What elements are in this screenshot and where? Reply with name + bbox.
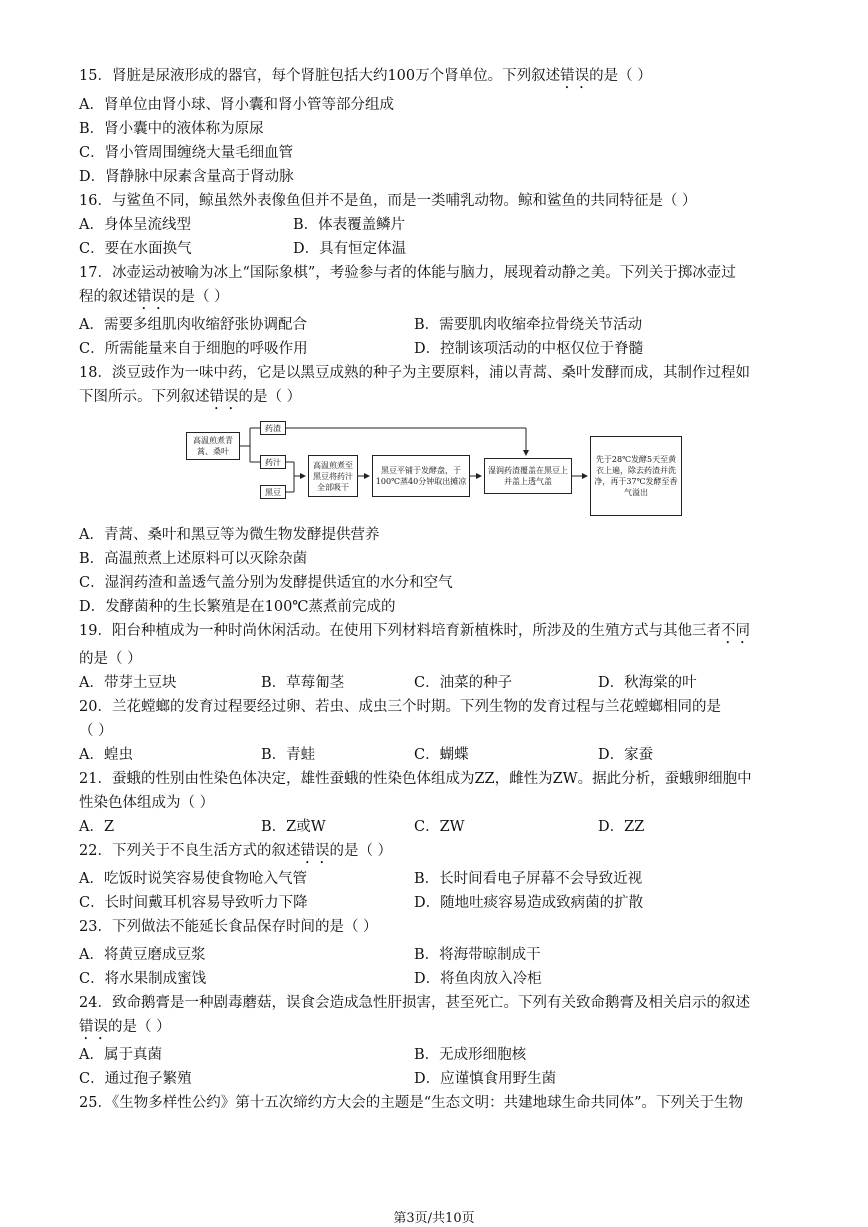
question-22-stem: 22．下列关于不良生活方式的叙述错误的是（ ） [79, 843, 393, 859]
question-16-option-a: A．身体呈流线型 [79, 217, 191, 233]
question-17-option-d: D．控制该项活动的中枢仅位于脊髓 [414, 341, 644, 357]
question-21-option-c: C．ZW [414, 819, 465, 835]
question-20-option-d: D．家蚕 [598, 747, 654, 763]
question-20-stem-line1: 20．兰花螳螂的发育过程要经过卵、若虫、成虫三个时期。下列生物的发育过程与兰花螳螂相同的是 [79, 699, 721, 715]
question-16-stem: 16．与鲨鱼不同，鲸虽然外表像鱼但并不是鱼，而是一类哺乳动物。鲸和鲨鱼的共同特征是（ ） [79, 193, 697, 209]
question-23-option-d: D．将鱼肉放入冷柜 [414, 971, 542, 987]
question-15-option-d: D．肾静脉中尿素含量高于肾动脉 [79, 169, 294, 185]
question-24-option-c: C．通过孢子繁殖 [79, 1071, 192, 1087]
question-16-option-b: B．体表覆盖鳞片 [293, 217, 406, 233]
question-18-option-d: D．发酵菌种的生长繁殖是在100℃蒸煮前完成的 [79, 599, 396, 615]
question-21-option-d: D．ZZ [598, 819, 645, 835]
diagram-start-box: 高温煎煮青蒿、桑叶 [186, 432, 240, 460]
question-19-option-d: D．秋海棠的叶 [598, 675, 697, 691]
question-23-option-b: B．将海带晾制成干 [414, 947, 541, 963]
question-22-option-b: B．长时间看电子屏幕不会导致近视 [414, 871, 643, 887]
question-17-option-b: B．需要肌肉收缩牵拉骨绕关节活动 [414, 317, 643, 333]
question-22-option-c: C．长时间戴耳机容易导致听力下降 [79, 895, 308, 911]
diagram-heidou-box: 黑豆 [260, 485, 286, 499]
question-15-stem: 15．肾脏是尿液形成的器官，每个肾脏包括大约100万个肾单位。下列叙述错误的是（ ） [79, 68, 652, 84]
question-22-option-d: D．随地吐痰容易造成致病菌的扩散 [414, 895, 644, 911]
question-24-option-d: D．应谨慎食用野生菌 [414, 1071, 557, 1087]
question-21-option-b: B．Z或W [261, 819, 326, 835]
question-18-stem-line2: 下图所示。下列叙述错误的是（ ） [79, 389, 302, 405]
question-19-option-a: A．带芽土豆块 [79, 675, 177, 691]
question-20-option-c: C．蝴蝶 [414, 747, 469, 763]
diagram-step2-box: 黑豆平铺于发酵盘，于100℃蒸40分钟取出摊凉 [372, 455, 470, 497]
question-23-option-a: A．将黄豆磨成豆浆 [79, 947, 206, 963]
diagram-step4-box: 先于28℃发酵5天至黄衣上遍，除去药渣并洗净，再于37℃发酵至香气溢出 [590, 436, 682, 516]
question-16-option-d: D．具有恒定体温 [293, 241, 407, 257]
diagram-step3-box: 湿润药渣覆盖在黑豆上并盖上透气盖 [484, 458, 572, 494]
question-17-option-c: C．所需能量来自于细胞的呼吸作用 [79, 341, 308, 357]
question-15-option-c: C．肾小管周围缠绕大量毛细血管 [79, 145, 294, 161]
question-17-stem-line2: 程的叙述错误的是（ ） [79, 289, 229, 305]
question-22-option-a: A．吃饭时说笑容易使食物呛入气管 [79, 871, 307, 887]
question-15-option-b: B．肾小囊中的液体称为原尿 [79, 121, 264, 137]
question-24-stem-line1: 24．致命鹅膏是一种剧毒蘑菇，误食会造成急性肝损害，甚至死亡。下列有关致命鹅膏及相关启示的叙述 [79, 995, 750, 1011]
question-25-stem: 25．《生物多样性公约》第十五次缔约方大会的主题是“生态文明：共建地球生命共同体”。下列关于生物 [79, 1095, 744, 1111]
question-21-stem-line1: 21．蚕蛾的性别由性染色体决定，雄性蚕蛾的性染色体组成为ZZ，雌性为ZW。据此分析，蚕蛾卵细胞中 [79, 771, 752, 787]
diagram-step1-box: 高温煎煮至黑豆将药汁全部吸干 [308, 455, 358, 497]
question-17-stem-line1: 17．冰壶运动被喻为冰上“国际象棋”，考验参与者的体能与脑力，展现着动静之美。下列关于掷冰壶过 [79, 265, 736, 281]
question-15-option-a: A．肾单位由肾小球、肾小囊和肾小管等部分组成 [79, 97, 394, 113]
question-18-stem-line1: 18．淡豆豉作为一味中药，它是以黑豆成熟的种子为主要原料，浦以青蒿、桑叶发酵而成，其制作过程如 [79, 365, 750, 381]
page-footer: 第3页/共10页 [393, 1211, 475, 1226]
question-19-stem-line2: 的是（ ） [79, 651, 142, 667]
question-18-option-b: B．高温煎煮上述原料可以灭除杂菌 [79, 551, 308, 567]
question-20-option-a: A．蝗虫 [79, 747, 133, 763]
diagram-yaozhi-box: 药汁 [260, 455, 286, 469]
question-16-option-c: C．要在水面换气 [79, 241, 192, 257]
question-18-option-a: A．青蒿、桑叶和黑豆等为微生物发酵提供营养 [79, 527, 380, 543]
question-20-stem-line2: （ ） [79, 723, 113, 739]
question-24-stem-line2: 错误的是（ ） [79, 1019, 171, 1035]
question-23-stem: 23．下列做法不能延长食品保存时间的是（ ） [79, 919, 378, 935]
question-21-option-a: A．Z [79, 819, 115, 835]
question-24-option-a: A．属于真菌 [79, 1047, 162, 1063]
fermentation-process-diagram [186, 418, 686, 518]
question-19-option-c: C．油菜的种子 [414, 675, 513, 691]
question-23-option-c: C．将水果制成蜜饯 [79, 971, 207, 987]
question-17-option-a: A．需要多组肌肉收缩舒张协调配合 [79, 317, 307, 333]
question-24-option-b: B．无成形细胞核 [414, 1047, 527, 1063]
question-19-stem-line1: 19．阳台种植成为一种时尚休闲活动。在使用下列材料培育新植株时，所涉及的生殖方式与其他三者不同 [79, 623, 750, 639]
diagram-yaozha-box: 药渣 [260, 421, 286, 435]
question-21-stem-line2: 性染色体组成为（ ） [79, 795, 215, 811]
question-20-option-b: B．青蛙 [261, 747, 316, 763]
question-19-option-b: B．草莓匍茎 [261, 675, 345, 691]
question-18-option-c: C．湿润药渣和盖透气盖分别为发酵提供适宜的水分和空气 [79, 575, 453, 591]
